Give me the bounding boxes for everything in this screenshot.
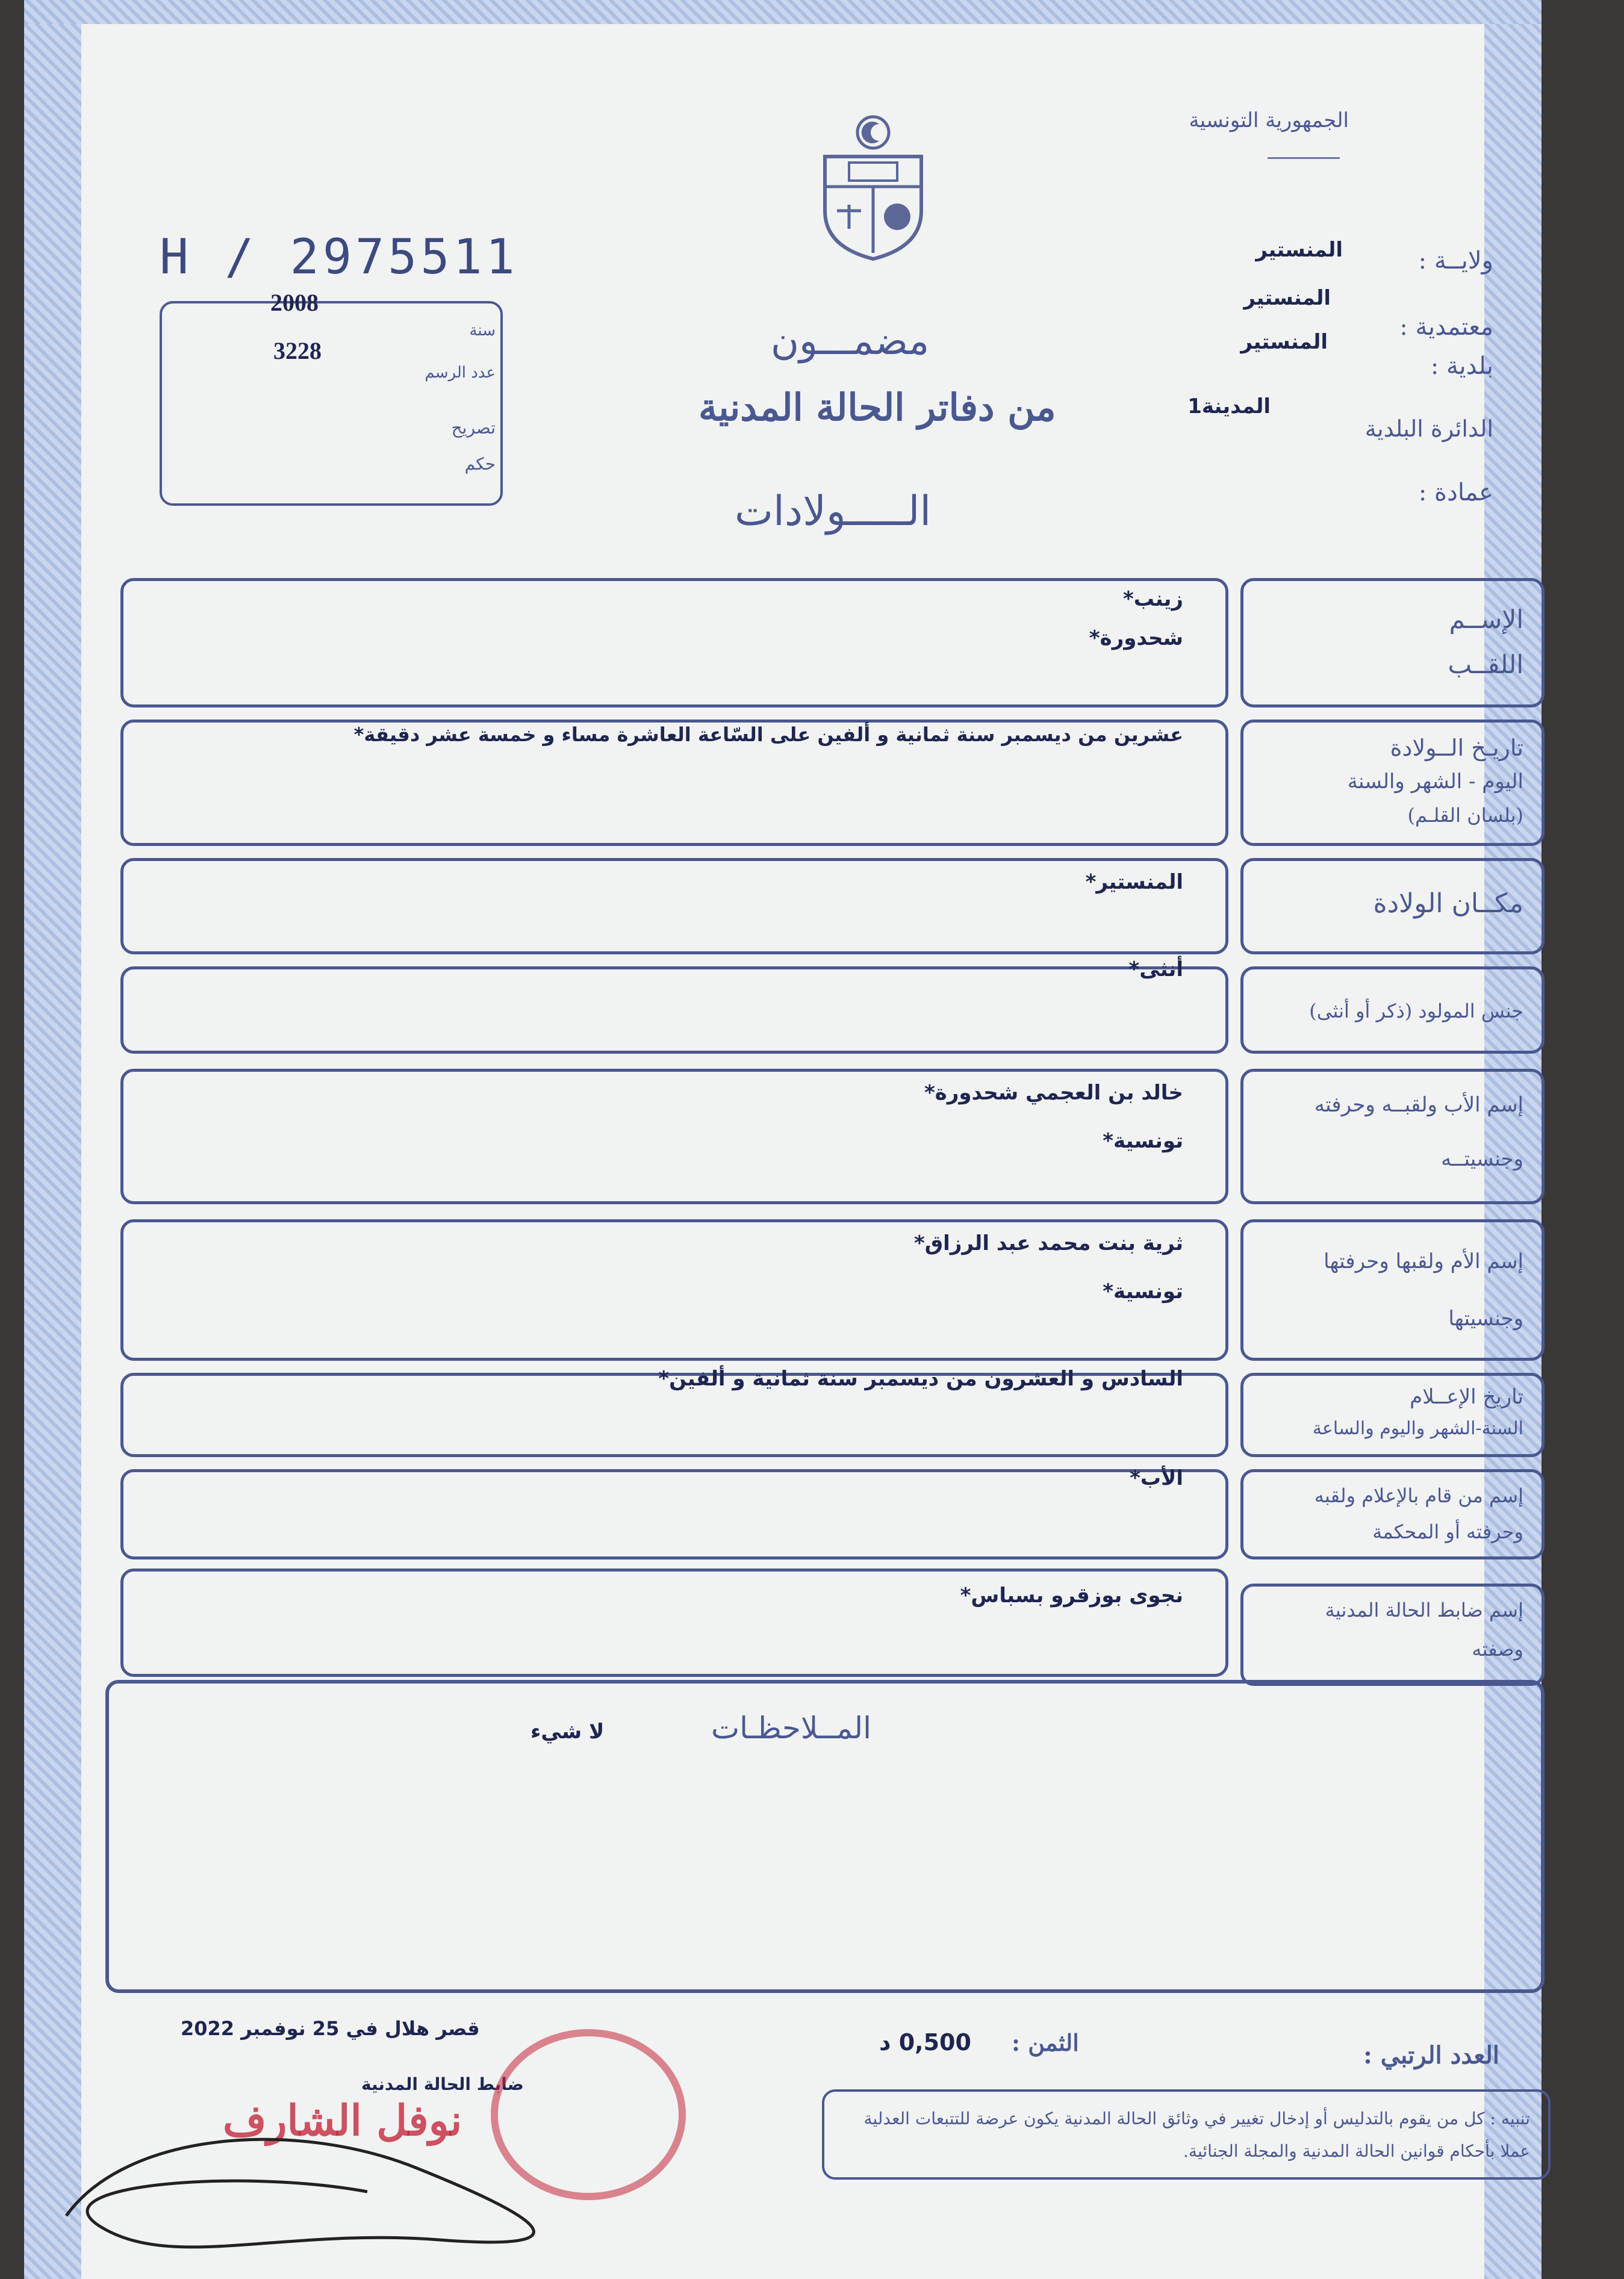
remarks-value: لا شيء	[530, 1720, 605, 1744]
record-label: عدد الرسم	[425, 364, 496, 382]
declaration-date-label: تاريخ الإعــلام	[1410, 1385, 1523, 1409]
declarant-value: الأب*	[1130, 1466, 1183, 1490]
officer-name-stamp: نوفل الشارف	[223, 2095, 462, 2145]
declarant-label: إسم من قام بالإعلام ولقبه	[1314, 1484, 1523, 1507]
birth-date-label: تاريـخ الــولادة	[1390, 735, 1523, 761]
surname-value: شحدورة*	[1089, 626, 1183, 650]
wilaya-label: ولايــة :	[1418, 247, 1493, 275]
declaration-date-sublabel: السنة-الشهر واليوم والساعة	[1312, 1418, 1523, 1439]
label-box-sex	[1240, 966, 1545, 1054]
judgment-label: حكم	[464, 454, 496, 474]
label-box-name	[1240, 578, 1545, 707]
label-box-mother	[1240, 1219, 1545, 1361]
declaration-date-value: السادس و العشرون من ديسمبر سنة ثمانية و ألفين*	[658, 1367, 1183, 1391]
municipality-value: المنستير	[1240, 330, 1328, 354]
coat-of-arms-icon	[813, 108, 933, 265]
serial-label: العدد الرتبي :	[1363, 2041, 1499, 2069]
mother-value: ثرية بنت محمد عبد الرزاق*	[914, 1231, 1183, 1255]
value-box-birth-date	[120, 720, 1228, 846]
title-registers: من دفاتر الحالة المدنية	[698, 385, 1056, 429]
remarks-label: المــلاحظـات	[711, 1711, 872, 1746]
surname-label: اللقــب	[1448, 650, 1523, 679]
birth-date-sublabel: اليوم - الشهر والسنة	[1347, 770, 1523, 794]
mother-nationality-value: تونسية*	[1103, 1279, 1183, 1304]
label-box-declaration-date	[1240, 1373, 1545, 1457]
republic-label: الجمهورية التونسية	[1189, 108, 1349, 132]
value-box-birth-place	[120, 858, 1228, 954]
remarks-box	[105, 1680, 1545, 1993]
father-label: إسم الأب ولقبــه وحرفته	[1314, 1093, 1523, 1117]
value-box-declaration-date	[120, 1367, 1228, 1457]
place-date: قصر هلال في 25 نوفمبر 2022	[181, 2017, 480, 2040]
value-box-declarant	[120, 1466, 1228, 1559]
label-box-birth-date	[1240, 720, 1545, 846]
signature-icon	[54, 2095, 626, 2276]
mother-label: إسم الأم ولقبها وحرفتها	[1324, 1249, 1523, 1273]
year-label: سنة	[469, 322, 496, 340]
imada-label: عمادة :	[1418, 479, 1493, 506]
birth-place-label: مكــان الولادة	[1373, 888, 1523, 919]
price-value: 0,500 د	[879, 2029, 971, 2056]
label-box-officer	[1240, 1584, 1545, 1686]
declaration-label: تصريح	[451, 418, 496, 438]
sex-value: أنثى*	[1128, 957, 1183, 981]
year-value: 2008	[270, 289, 319, 316]
father-value: خالد بن العجمي شحدورة*	[924, 1081, 1183, 1105]
value-box-father	[120, 1069, 1228, 1204]
father-nationality-value: تونسية*	[1103, 1129, 1183, 1153]
security-border-left	[24, 0, 81, 2279]
label-box-father	[1240, 1069, 1545, 1204]
first-name-value: زينب*	[1123, 587, 1183, 611]
value-box-sex	[120, 957, 1228, 1054]
officer-title: ضابط الحالة المدنية	[361, 2074, 524, 2094]
notice-text: تنبيه : كل من يقوم بالتدليس أو إدخال تغيير في وثائق الحالة المدنية يكون عرضة للتتبعات العدلية عملا بأحكام قوانين الحالة المدنية والمجلة الجنائية.	[863, 2109, 1530, 2161]
officer-label: إسم ضابط الحالة المدنية	[1325, 1599, 1523, 1621]
birth-date-note: (بلسان القلـم)	[1407, 804, 1523, 827]
district-label: الدائرة البلدية	[1364, 415, 1493, 442]
district-value: المدينة1	[1187, 394, 1271, 418]
republic-underline	[1268, 154, 1340, 159]
mother-nationality-label: وجنسيتها	[1448, 1307, 1523, 1331]
value-box-officer	[120, 1569, 1228, 1677]
value-box-name	[120, 578, 1228, 707]
civil-status-document	[24, 0, 1542, 2279]
wilaya-value: المنستير	[1255, 238, 1343, 262]
label-box-declarant	[1240, 1469, 1545, 1559]
delegation-label: معتمدية :	[1399, 313, 1493, 341]
price-label: الثمن :	[1012, 2029, 1079, 2056]
birth-date-value: عشرين من ديسمبر سنة ثمانية و ألفين على السّاعة العاشرة مساء و خمسة عشر دقيقة*	[353, 723, 1183, 746]
officer-value: نجوى بوزقرو بسباس*	[960, 1584, 1183, 1608]
notice-box	[822, 2089, 1551, 2180]
label-box-birth-place	[1240, 858, 1545, 954]
first-name-label: الإســم	[1449, 605, 1523, 634]
serial-number: H / 2975511	[160, 229, 518, 285]
officer-sublabel: وصفته	[1472, 1638, 1523, 1661]
declarant-sublabel: وحرفته أو المحكمة	[1372, 1520, 1523, 1543]
record-value: 3228	[273, 337, 322, 364]
value-box-mother	[120, 1219, 1228, 1361]
security-border-top	[24, 0, 1542, 24]
father-nationality-label: وجنسيتــه	[1441, 1147, 1523, 1171]
delegation-value: المنستير	[1243, 286, 1331, 310]
sex-label: جنس المولود (ذكر أو أنثى)	[1309, 1000, 1523, 1022]
title-births: الـــــولادات	[735, 488, 932, 535]
municipality-label: بلدية :	[1430, 352, 1493, 380]
registry-box	[160, 289, 503, 506]
birth-place-value: المنستير*	[1085, 870, 1183, 894]
title-summary: مضمـــون	[771, 319, 930, 364]
